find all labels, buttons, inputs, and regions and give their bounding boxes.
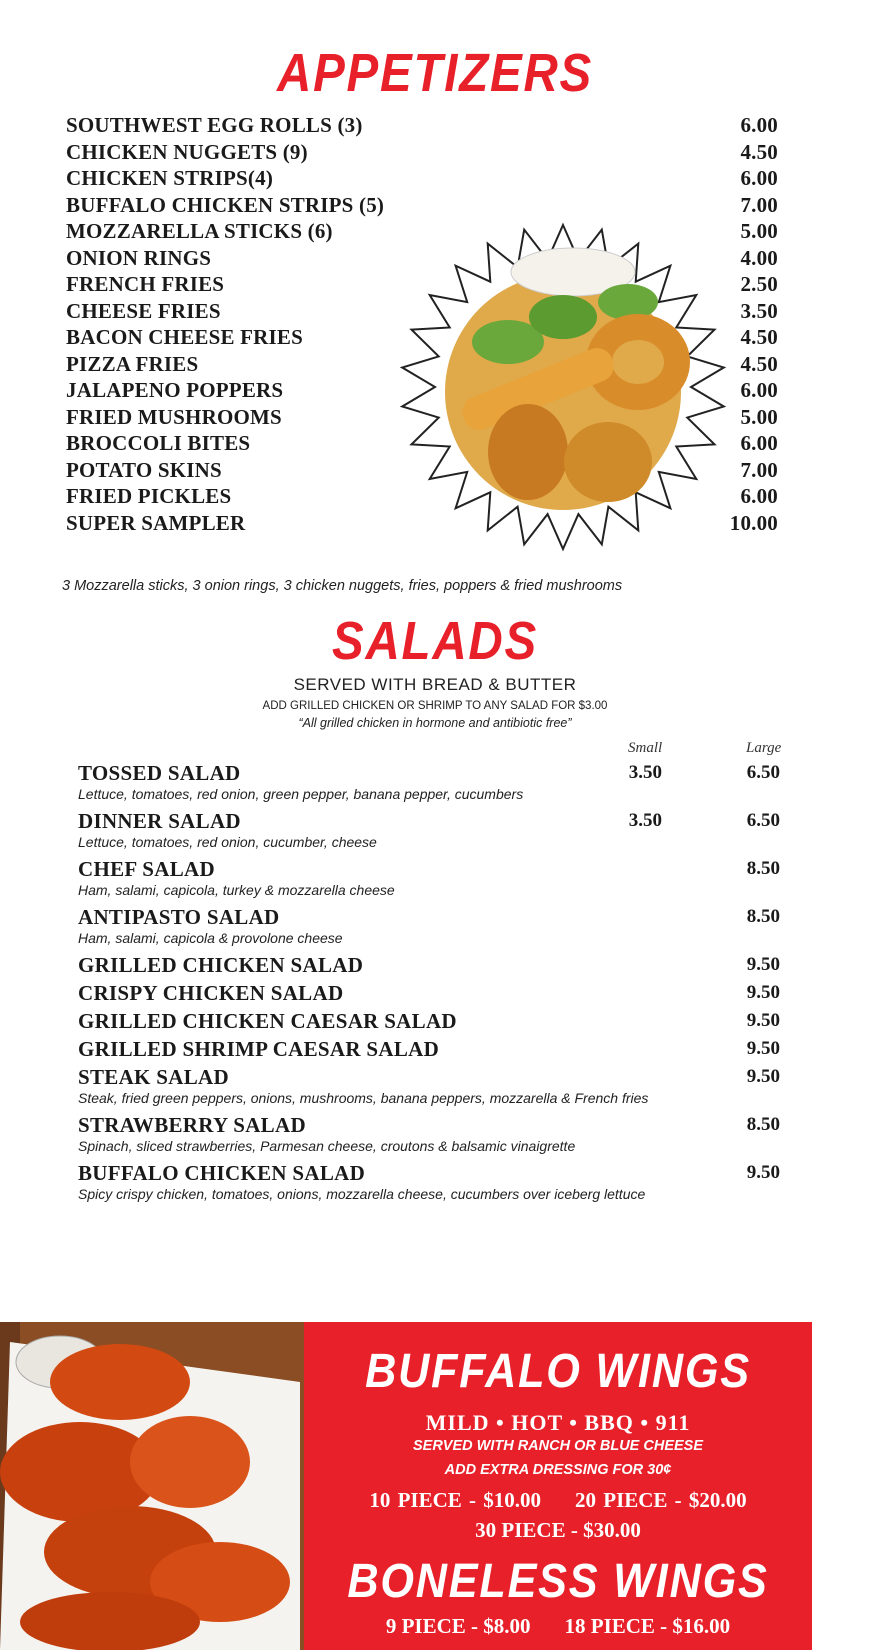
item-price: 6.00 <box>740 166 778 190</box>
list-item <box>78 758 780 806</box>
list-item <box>78 1158 780 1206</box>
item-price: 10.00 <box>729 510 778 535</box>
list-item <box>66 192 778 219</box>
item-name: GRILLED SHRIMP CAESAR SALAD <box>78 1037 440 1061</box>
item-name: FRIED PICKLES <box>66 484 232 508</box>
item-price: 7.00 <box>740 192 778 217</box>
item-price: 4.50 <box>740 351 778 376</box>
list-item <box>66 165 778 192</box>
item-description: Lettuce, tomatoes, red onion, green pepper, banana pepper, cucumbers <box>78 786 524 802</box>
list-item <box>78 950 780 978</box>
item-price: 4.00 <box>740 245 778 270</box>
price-large: 9.50 <box>746 1162 780 1183</box>
wing-extra-dressing-note: ADD EXTRA DRESSING FOR 30¢ <box>444 1462 672 1478</box>
item-description: Spicy crispy chicken, tomatoes, onions, mozzarella cheese, cucumbers over iceberg lettuce <box>78 1186 646 1202</box>
column-header-small: Small <box>628 740 663 756</box>
wing-price-30: 30 PIECE - $30.00 <box>475 1518 641 1542</box>
wings-panel <box>304 1322 812 1650</box>
item-name: CHEESE FRIES <box>66 298 221 323</box>
sampler-description: 3 Mozzarella sticks, 3 onion rings, 3 chicken nuggets, fries, poppers & fried mushrooms <box>62 578 623 594</box>
list-item <box>78 1062 780 1110</box>
list-item <box>66 112 778 139</box>
boneless-price-18: 18 PIECE - $16.00 <box>564 1614 731 1638</box>
list-item <box>78 806 780 854</box>
item-name: ANTIPASTO SALAD <box>78 905 280 929</box>
item-price: 4.50 <box>740 139 778 164</box>
wing-price-20: 20 PIECE - $20.00 <box>575 1488 747 1512</box>
item-name: CHEF SALAD <box>78 857 215 881</box>
wings-photo <box>0 1322 304 1650</box>
item-price: 5.00 <box>740 404 778 429</box>
item-price: 5.00 <box>740 219 778 243</box>
item-description: Spinach, sliced strawberries, Parmesan cheese, croutons & balsamic vinaigrette <box>78 1138 576 1154</box>
item-name: BACON CHEESE FRIES <box>66 325 303 349</box>
price-small: 3.50 <box>628 810 662 831</box>
price-large: 9.50 <box>746 1066 780 1087</box>
price-large: 8.50 <box>746 1114 780 1135</box>
appetizers-title: APPETIZERS <box>277 43 593 103</box>
wing-served-note: SERVED WITH RANCH OR BLUE CHEESE <box>412 1438 704 1454</box>
item-name: PIZZA FRIES <box>66 351 199 376</box>
boneless-price-9: 9 PIECE - $8.00 <box>385 1614 531 1638</box>
list-item <box>78 1110 780 1158</box>
price-large: 9.50 <box>746 982 780 1003</box>
item-description: Lettuce, tomatoes, red onion, cucumber, cheese <box>78 834 377 850</box>
item-description: Steak, fried green peppers, onions, mushrooms, banana peppers, mozzarella & French fries <box>78 1090 649 1106</box>
item-description: Ham, salami, capicola, turkey & mozzarella cheese <box>78 882 395 898</box>
price-large: 9.50 <box>746 1038 780 1059</box>
item-name: JALAPENO POPPERS <box>66 378 284 402</box>
item-name: FRIED MUSHROOMS <box>66 404 282 429</box>
boneless-prices-row <box>304 1614 812 1639</box>
item-price: 6.00 <box>740 431 778 455</box>
item-name: CRISPY CHICKEN SALAD <box>78 981 344 1005</box>
list-item <box>78 1006 780 1034</box>
item-price: 4.50 <box>740 325 778 349</box>
item-name: CHICKEN STRIPS(4) <box>66 166 274 190</box>
price-small: 3.50 <box>628 762 662 783</box>
list-item <box>78 978 780 1006</box>
item-name: MOZZARELLA STICKS (6) <box>66 219 333 243</box>
appetizer-photo <box>398 222 728 552</box>
item-name: DINNER SALAD <box>78 809 241 833</box>
price-large: 6.50 <box>746 762 780 783</box>
column-header-large: Large <box>746 740 782 756</box>
item-name: SUPER SAMPLER <box>66 510 246 535</box>
item-name: CHICKEN NUGGETS (9) <box>66 139 308 164</box>
salads-served-note: SERVED WITH BREAD & BUTTER <box>293 675 577 694</box>
item-name: GRILLED CHICKEN SALAD <box>78 953 364 977</box>
item-name: BUFFALO CHICKEN SALAD <box>78 1161 366 1185</box>
item-name: GRILLED CHICKEN CAESAR SALAD <box>78 1009 457 1033</box>
list-item <box>78 902 780 950</box>
list-item <box>66 139 778 166</box>
list-item <box>78 854 780 902</box>
item-price: 2.50 <box>740 272 778 296</box>
price-large: 6.50 <box>746 810 780 831</box>
wing-flavors: MILD • HOT • BBQ • 911 <box>425 1410 691 1435</box>
item-name: TOSSED SALAD <box>78 761 241 785</box>
price-large: 8.50 <box>746 858 780 879</box>
item-name: POTATO SKINS <box>66 457 222 482</box>
list-item <box>78 1034 780 1062</box>
salad-list <box>78 758 780 1206</box>
item-price: 7.00 <box>740 457 778 482</box>
wing-price-10: 10 PIECE - $10.00 <box>369 1488 541 1512</box>
salads-chicken-note: “All grilled chicken in hormone and antibiotic free” <box>298 716 572 730</box>
item-price: 6.00 <box>740 484 778 508</box>
price-large: 9.50 <box>746 1010 780 1031</box>
item-name: STEAK SALAD <box>78 1065 229 1089</box>
item-price: 3.50 <box>740 298 778 323</box>
price-large: 8.50 <box>746 906 780 927</box>
wing-prices-row <box>304 1488 812 1513</box>
boneless-wings-title: BONELESS WINGS <box>347 1555 769 1608</box>
item-price: 6.00 <box>740 378 778 402</box>
buffalo-wings-title: BUFFALO WINGS <box>365 1345 751 1398</box>
item-name: SOUTHWEST EGG ROLLS (3) <box>66 113 363 137</box>
item-price: 6.00 <box>740 113 778 137</box>
item-description: Ham, salami, capicola & provolone cheese <box>78 930 343 946</box>
salads-add-on-note: ADD GRILLED CHICKEN OR SHRIMP TO ANY SALAD FOR $3.00 <box>262 700 608 712</box>
item-name: BROCCOLI BITES <box>66 431 251 455</box>
item-name: FRENCH FRIES <box>66 272 225 296</box>
item-name: STRAWBERRY SALAD <box>78 1113 306 1137</box>
item-name: BUFFALO CHICKEN STRIPS (5) <box>66 192 385 217</box>
price-large: 9.50 <box>746 954 780 975</box>
item-name: ONION RINGS <box>66 245 212 270</box>
salads-title: SALADS <box>332 611 538 671</box>
